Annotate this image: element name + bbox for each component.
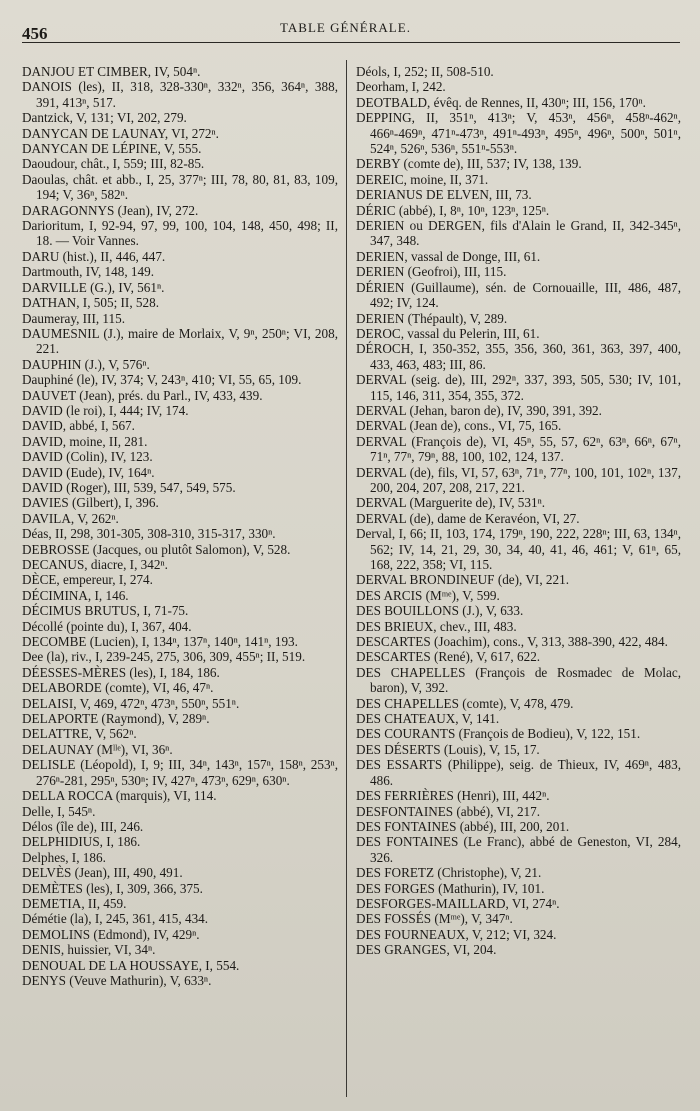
index-entry: DERVAL (de), fils, VI, 57, 63ⁿ, 71ⁿ, 77ⁿ, 100, 101, 102ⁿ, 137, 200, 204, 207, 208, 217, 221. <box>356 464 681 495</box>
index-entry: DÉESSES-MÈRES (les), I, 184, 186. <box>22 664 220 680</box>
index-entry: DERVAL (Jean de), cons., VI, 75, 165. <box>356 418 562 434</box>
index-entry: DELABORDE (comte), VI, 46, 47ⁿ. <box>22 680 214 696</box>
index-entry: DAUPHIN (J.), V, 576ⁿ. <box>22 356 150 372</box>
index-entry: DES CHAPELLES (François de Rosmadec de Molac, baron), V, 392. <box>356 664 681 696</box>
index-entry: Daumeray, III, 115. <box>22 310 126 326</box>
index-entry: Dantzick, V, 131; VI, 202, 279. <box>22 110 187 126</box>
index-entry: DAVID, moine, II, 281. <box>22 433 148 449</box>
index-entry: DESCARTES (René), V, 617, 622. <box>356 649 541 665</box>
index-entry: DES FORGES (Mathurin), IV, 101. <box>356 880 545 896</box>
index-entry: DELLA ROCCA (marquis), VI, 114. <box>22 788 217 804</box>
index-entry: DÉRIC (abbé), I, 8ⁿ, 10ⁿ, 123ⁿ, 125ⁿ. <box>356 202 550 218</box>
index-entry: DECANUS, diacre, I, 342ⁿ. <box>22 557 168 572</box>
index-entry: DEPPING, II, 351ⁿ, 413ⁿ; V, 453ⁿ, 456ⁿ, 458ⁿ-462ⁿ, 466ⁿ-469ⁿ, 471ⁿ-473ⁿ, 491ⁿ-493ⁿ, 495ⁿ, 496ⁿ, 500ⁿ, 501ⁿ, 524ⁿ, 526ⁿ, 536ⁿ, 551ⁿ-553ⁿ. <box>356 110 681 157</box>
index-entry: DENYS (Veuve Mathurin), V, 633ⁿ. <box>22 972 212 988</box>
index-entry: Déols, I, 252; II, 508-510. <box>356 64 494 79</box>
index-entry: DES FOURNEAUX, V, 212; VI, 324. <box>356 926 557 942</box>
index-entry: DELAPORTE (Raymond), V, 289ⁿ. <box>22 711 210 727</box>
index-entry: DERVAL BRONDINEUF (de), VI, 221. <box>356 572 569 588</box>
left-column <box>22 64 338 988</box>
index-entry: DESFORGES-MAILLARD, VI, 274ⁿ. <box>356 895 560 911</box>
index-entry: DAVILA, V, 262ⁿ. <box>22 510 119 526</box>
index-entry: DES FONTAINES (Le Franc), abbé de Geneston, VI, 284, 326. <box>356 834 681 865</box>
index-entry: DESFONTAINES (abbé), VI, 217. <box>356 803 541 819</box>
index-entry: DELATTRE, V, 562ⁿ. <box>22 726 137 742</box>
index-entry: DERIEN (Geofroi), III, 115. <box>356 264 507 280</box>
index-entry: Déas, II, 298, 301-305, 308-310, 315-317, 330ⁿ. <box>22 526 276 542</box>
index-entry: DERIEN ou DERGEN, fils d'Alain le Grand, II, 342-345ⁿ, 347, 348. <box>356 218 681 249</box>
index-entry: DES FONTAINES (abbé), III, 200, 201. <box>356 818 570 834</box>
index-entry: Derval, I, 66; II, 103, 174, 179ⁿ, 190, 222, 228ⁿ; III, 63, 134ⁿ, 562; IV, 14, 21, 29, 30, 34, 40, 41, 46, 461; V, 61ⁿ, 65, 168, 222, 358; VI, 115. <box>356 526 681 572</box>
index-entry: DERIEN (Thépault), V, 289. <box>356 310 508 326</box>
index-entry: DÉCIMINA, I, 146. <box>22 587 129 603</box>
index-entry: DES ARCIS (Mᵐᵉ), V, 599. <box>356 587 500 603</box>
index-entry: DERBY (comte de), III, 537; IV, 138, 139. <box>356 156 582 172</box>
index-entry: Dauphiné (le), IV, 374; V, 243ⁿ, 410; VI, 55, 65, 109. <box>22 372 302 388</box>
index-entry: DELAUNAY (Mˡˡᵉ), VI, 36ⁿ. <box>22 741 173 757</box>
index-entry: DAVID (Eude), IV, 164ⁿ. <box>22 464 155 480</box>
index-entry: DES ESSARTS (Philippe), seig. de Thieux, IV, 469ⁿ, 483, 486. <box>356 757 681 788</box>
index-entry: DEROC, vassal du Pelerin, III, 61. <box>356 325 540 341</box>
index-entry: DARU (hist.), II, 446, 447. <box>22 248 166 264</box>
index-entry: DANYCAN DE LÉPINE, V, 555. <box>22 141 202 157</box>
index-entry: DELISLE (Léopold), I, 9; III, 34ⁿ, 143ⁿ, 157ⁿ, 158ⁿ, 253ⁿ, 276ⁿ-281, 295ⁿ, 530ⁿ; IV, 427ⁿ, 473ⁿ, 629ⁿ, 630ⁿ. <box>22 757 338 788</box>
index-entry: DERVAL (François de), VI, 45ⁿ, 55, 57, 62ⁿ, 63ⁿ, 66ⁿ, 67ⁿ, 71ⁿ, 77ⁿ, 79ⁿ, 88, 100, 102, 124, 137. <box>356 433 681 465</box>
index-entry: DERVAL (Marguerite de), IV, 531ⁿ. <box>356 495 546 511</box>
index-entry: DAVID (le roi), I, 444; IV, 174. <box>22 402 189 418</box>
index-entry: DERVAL (de), dame de Keravéon, VI, 27. <box>356 510 580 526</box>
header-rule <box>22 42 680 43</box>
index-entry: DAVID (Colin), IV, 123. <box>22 449 153 465</box>
index-entry: DES CHATEAUX, V, 141. <box>356 711 500 727</box>
index-entry: DEMÈTES (les), I, 309, 366, 375. <box>22 880 203 896</box>
index-entry: DEMOLINS (Edmond), IV, 429ⁿ. <box>22 926 200 942</box>
index-entry: DELAISI, V, 469, 472ⁿ, 473ⁿ, 550ⁿ, 551ⁿ. <box>22 695 240 711</box>
index-entry: DENOUAL DE LA HOUSSAYE, I, 554. <box>22 957 240 973</box>
index-entry: DARVILLE (G.), IV, 561ⁿ. <box>22 279 165 295</box>
index-entry: DERVAL (seig. de), III, 292ⁿ, 337, 393, 505, 530; IV, 101, 115, 146, 311, 354, 355, 372. <box>356 372 681 403</box>
index-entry: DEBROSSE (Jacques, ou plutôt Salomon), V, 528. <box>22 541 291 557</box>
index-entry: DES CHAPELLES (comte), V, 478, 479. <box>356 695 574 711</box>
index-entry: DAVID, abbé, I, 567. <box>22 418 135 434</box>
index-entry: DES COURANTS (François de Bodieu), V, 122, 151. <box>356 726 641 742</box>
index-entry: Dartmouth, IV, 148, 149. <box>22 264 154 280</box>
index-entry: DERVAL (Jehan, baron de), IV, 390, 391, 392. <box>356 402 602 418</box>
index-entry: DES BOUILLONS (J.), V, 633. <box>356 603 524 619</box>
index-entry: DANJOU ET CIMBER, IV, 504ⁿ. <box>22 64 201 79</box>
index-entry: DENIS, huissier, VI, 34ⁿ. <box>22 942 156 958</box>
index-entry: DÈCE, empereur, I, 274. <box>22 572 153 588</box>
index-entry: DES GRANGES, VI, 204. <box>356 942 497 958</box>
index-entry: DAUMESNIL (J.), maire de Morlaix, V, 9ⁿ, 250ⁿ; VI, 208, 221. <box>22 325 338 357</box>
index-entry: DECOMBE (Lucien), I, 134ⁿ, 137ⁿ, 140ⁿ, 141ⁿ, 193. <box>22 634 298 650</box>
index-entry: DÉCIMUS BRUTUS, I, 71-75. <box>22 603 189 619</box>
index-entry: DEMETIA, II, 459. <box>22 895 127 911</box>
page-title: TABLE GÉNÉRALE. <box>280 20 411 35</box>
index-entry: DES FORETZ (Christophe), V, 21. <box>356 865 542 881</box>
index-entry: DES DÉSERTS (Louis), V, 15, 17. <box>356 741 540 757</box>
right-column <box>356 64 681 958</box>
index-entry: Décollé (pointe du), I, 367, 404. <box>22 618 192 634</box>
index-entry: DELPHIDIUS, I, 186. <box>22 834 141 850</box>
index-entry: DERIANUS DE ELVEN, III, 73. <box>356 187 532 203</box>
index-entry: Délos (île de), III, 246. <box>22 818 144 834</box>
index-entry: Daoulas, chât. et abb., I, 25, 377ⁿ; III, 78, 80, 81, 83, 109, 194; V, 36ⁿ, 582ⁿ. <box>22 171 338 203</box>
index-entry: DANOIS (les), II, 318, 328-330ⁿ, 332ⁿ, 356, 364ⁿ, 388, 391, 413ⁿ, 517. <box>22 79 338 110</box>
index-entry: Démétie (la), I, 245, 361, 415, 434. <box>22 911 209 927</box>
index-entry: DEOTBALD, évêq. de Rennes, II, 430ⁿ; III, 156, 170ⁿ. <box>356 94 646 110</box>
page-number: 456 <box>22 24 48 43</box>
index-entry: DANYCAN DE LAUNAY, VI, 272ⁿ. <box>22 125 219 141</box>
index-entry: DAUVET (Jean), prés. du Parl., IV, 433, 439. <box>22 387 263 403</box>
index-entry: DERIEN, vassal de Donge, III, 61. <box>356 248 541 264</box>
index-entry: DEREIC, moine, II, 371. <box>356 171 489 187</box>
index-entry: Delle, I, 545ⁿ. <box>22 803 96 819</box>
index-entry: Dee (la), riv., I, 239-245, 275, 306, 309, 455ⁿ; II, 519. <box>22 649 306 665</box>
index-entry: DES BRIEUX, chev., III, 483. <box>356 618 517 634</box>
index-entry: DESCARTES (Joachim), cons., V, 313, 388-390, 422, 484. <box>356 634 668 650</box>
index-entry: Daoudour, chât., I, 559; III, 82-85. <box>22 156 205 172</box>
column-divider <box>346 60 347 1097</box>
index-entry: DAVIES (Gilbert), I, 396. <box>22 495 159 511</box>
index-entry: DES FOSSÉS (Mᵐᵉ), V, 347ⁿ. <box>356 911 513 927</box>
index-entry: DES FERRIÈRES (Henri), III, 442ⁿ. <box>356 788 550 804</box>
index-entry: DAVID (Roger), III, 539, 547, 549, 575. <box>22 479 236 495</box>
index-entry: DARAGONNYS (Jean), IV, 272. <box>22 202 199 218</box>
index-entry: Deorham, I, 242. <box>356 79 446 95</box>
index-entry: Delphes, I, 186. <box>22 849 106 865</box>
index-entry: DÉROCH, I, 350-352, 355, 356, 360, 361, 363, 397, 400, 433, 463, 483; III, 86. <box>356 341 681 372</box>
page-header <box>22 18 680 44</box>
index-entry: DELVÈS (Jean), III, 490, 491. <box>22 865 183 881</box>
index-entry: Darioritum, I, 92-94, 97, 99, 100, 104, 148, 450, 498; II, 18. — Voir Vannes. <box>22 218 338 249</box>
index-entry: DATHAN, I, 505; II, 528. <box>22 295 159 311</box>
index-entry: DÉRIEN (Guillaume), sén. de Cornouaille, III, 486, 487, 492; IV, 124. <box>356 279 681 311</box>
